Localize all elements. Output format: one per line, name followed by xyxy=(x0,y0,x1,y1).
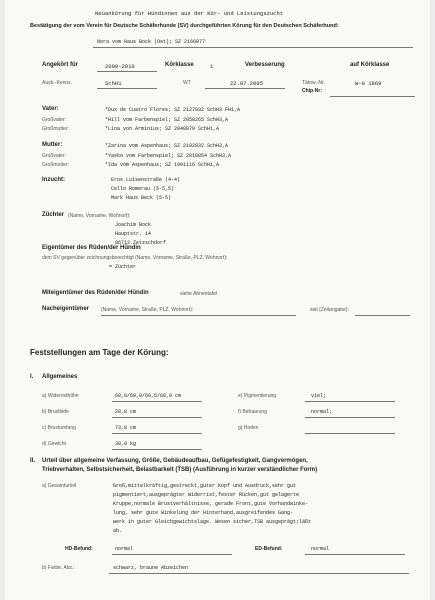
gesamturteil-line: lung, sehr gute Winkelung der Hinterhand,ausgreifendes Gang- xyxy=(113,510,294,516)
grossmutter2-value: *Ida vom Aspenhaus; SZ 1991116 SchH1,A xyxy=(105,162,220,168)
miteigentuemer-hint: siehe Ahnentafel xyxy=(180,291,217,297)
gesamturteil-line: Kruppe,normale Brustverhältnisse, gerade Front,gute Vorhandwinke- xyxy=(113,501,309,507)
gesamturteil-line: Groß,mittelkräftig,gestreckt,guter Kopf und Ausdruck,sehr gut xyxy=(113,483,297,489)
vater-label: Vater: xyxy=(42,106,59,112)
pigmentierung-value: viel; xyxy=(311,393,327,399)
ed-befund-value: normal xyxy=(311,546,330,552)
divider xyxy=(305,417,395,418)
divider xyxy=(305,401,395,402)
inzucht-line: Mark Haus Beck (5-5) xyxy=(111,195,172,201)
brusttiefe-value: 28,0 cm xyxy=(115,409,137,415)
hoden-label: g) Hoden xyxy=(238,425,259,431)
koer-document-page xyxy=(5,0,430,600)
widerristhoehe-label: a) Widerristhöhe xyxy=(42,393,79,399)
mutter-label: Mutter: xyxy=(42,142,63,148)
section2-number: II. xyxy=(30,458,36,464)
ed-befund-label: ED-Befund: xyxy=(255,546,283,552)
behaarung-value: normal; xyxy=(311,409,333,415)
divider xyxy=(112,417,202,418)
wt-label: WT xyxy=(183,80,191,86)
behaarung-label: f) Behaarung xyxy=(238,409,267,415)
brustumfang-value: 73,0 cm xyxy=(115,425,137,431)
vater-value: *Dux de Cuatro Flores; SZ 2127932 SchH3 FH1,A xyxy=(105,107,241,113)
grossmutter1-label: Großmutter: xyxy=(42,126,69,132)
eigentuemer-value: = Züchter xyxy=(109,264,137,270)
grossvater2-value: *Yasko vom Farbenspiel; SZ 2010054 SchH3,A xyxy=(105,153,232,159)
grossvater1-label: Großvater: xyxy=(42,117,66,123)
section2-title: Triebverhalten, Selbstsicherheit, Belastbarkeit (TSB) (Ausführung in kurzer verständlicher Form) xyxy=(42,467,318,473)
ausb-label: Ausb.-Kennz. xyxy=(42,80,73,86)
brusttiefe-label: b) Brusttiefe xyxy=(42,409,69,415)
taetow-value: W-G 1869 xyxy=(355,80,382,87)
inzucht-label: Inzucht: xyxy=(42,177,65,183)
farbe-value: schwarz, braune Abzeichen xyxy=(113,565,189,571)
koerklasse-label: Körklasse xyxy=(165,62,194,68)
gesamturteil-label: a) Gesamturteil xyxy=(42,483,77,489)
gesamturteil-line: pigmentiert,ausgeprägter Widerrist,fester Rücken,gut gelagerte xyxy=(113,492,300,498)
dog-name: Nora vom Haus Bock (Ost); SZ 2166077 xyxy=(97,39,206,45)
miteigentuemer-label: Miteigentümer des Rüden/der Hündin xyxy=(42,290,149,296)
grossmutter1-value: *Lina von Arminius; SZ 2040079 SchH1,A xyxy=(105,126,220,132)
divider xyxy=(112,449,202,450)
zuechter-label: Züchter xyxy=(42,212,65,218)
eigentuemer-label: Eigentümer des Rüden/der Hündin xyxy=(42,245,141,251)
gesamturteil-line: werk in guter Gleichgewichtslage. Wesen sicher,TSB ausgeprägt;läßt xyxy=(113,519,312,525)
angekoert-label: Angekört für xyxy=(42,62,78,68)
auf-koerklasse-label: auf Körklasse xyxy=(350,62,390,68)
seit-label: seit (Zeitangabe): xyxy=(310,307,349,313)
divider xyxy=(97,71,157,72)
zuechter-line: 06712 Zetzschdorf xyxy=(115,240,167,246)
feststellungen-title: Feststellungen am Tage der Körung: xyxy=(30,348,169,357)
inzucht-line: Cello Romerau (5-5,5) xyxy=(111,186,175,192)
eigentuemer-hint: dem SV gegenüber zeichnungsberechtigt (Name, Vorname, Straße, PLZ, Wohnort): xyxy=(42,255,228,261)
section2-title: Urteil über allgemeine Verfassung, Größe, Gebäudeaufbau, Gefügefestigkeit, Gangvermögen, xyxy=(42,458,308,464)
farbe-label: b) Farbe, Abz.: xyxy=(42,565,75,571)
divider xyxy=(97,88,157,89)
divider xyxy=(112,401,202,402)
header-subtitle: Bestätigung der vom Verein für Deutsche Schäferhunde (SV) durchgeführten Körung für den Deutschen Schäferhund: xyxy=(30,23,339,29)
divider xyxy=(205,88,285,89)
hd-befund-value: normal xyxy=(115,546,134,552)
pigmentierung-label: e) Pigmentierung xyxy=(238,393,277,399)
section1-title: Allgemeines xyxy=(42,374,78,380)
zuechter-line: Hauptstr. 14 xyxy=(115,231,152,237)
verbesserung-label: Verbesserung xyxy=(245,62,285,68)
chip-label: Chip-Nr: xyxy=(302,88,322,94)
divider xyxy=(109,573,409,574)
divider xyxy=(305,433,395,434)
grossvater2-label: Großvater: xyxy=(42,153,66,159)
divider xyxy=(112,433,202,434)
gewicht-value: 30,0 kg xyxy=(115,441,137,447)
zuechter-hint: (Name, Vorname, Wohnort): xyxy=(68,213,131,219)
divider xyxy=(330,96,415,97)
ausb-value: SchH1 xyxy=(105,80,122,87)
brustumfang-label: c) Brustumfang xyxy=(42,425,76,431)
zuechter-line: Joachim Bock xyxy=(115,222,152,228)
divider xyxy=(93,47,413,48)
divider xyxy=(305,554,405,555)
seit-field xyxy=(355,315,410,316)
koerklasse-value: 1 xyxy=(210,63,214,70)
grossvater1-value: *Hill vom Farbenspiel; SZ 2058265 SchH3,A xyxy=(105,117,229,123)
inzucht-line: Eros Luisenstraße (4-4) xyxy=(111,177,181,183)
nacheigentuemer-field xyxy=(101,315,296,316)
nacheigentuemer-label: Nacheigentümer xyxy=(42,306,90,312)
widerristhoehe-value: 60,0/60,0/60,5/60,0 cm xyxy=(115,393,182,399)
header-title: Neuankörung für Hündinnen aus der Kör- und Leistungszucht xyxy=(95,10,284,17)
taetow-label: Tätow.-Nr. xyxy=(302,80,325,86)
grossmutter2-label: Großmutter: xyxy=(42,162,69,168)
divider xyxy=(112,554,232,555)
nacheigentuemer-hint: (Name, Vorname, Straße, PLZ, Wohnort): xyxy=(101,307,194,313)
gesamturteil-line: ab. xyxy=(113,528,123,534)
wt-value: 22.07.2005 xyxy=(230,80,264,87)
gewicht-label: d) Gewicht xyxy=(42,441,66,447)
angekoert-value: 2009-2010 xyxy=(105,63,135,70)
mutter-value: *Zarina vom Aspenhaus; SZ 2102832 SchH3,A xyxy=(105,143,229,149)
section1-number: I. xyxy=(30,374,34,380)
hd-befund-label: HD-Befund: xyxy=(65,546,93,552)
